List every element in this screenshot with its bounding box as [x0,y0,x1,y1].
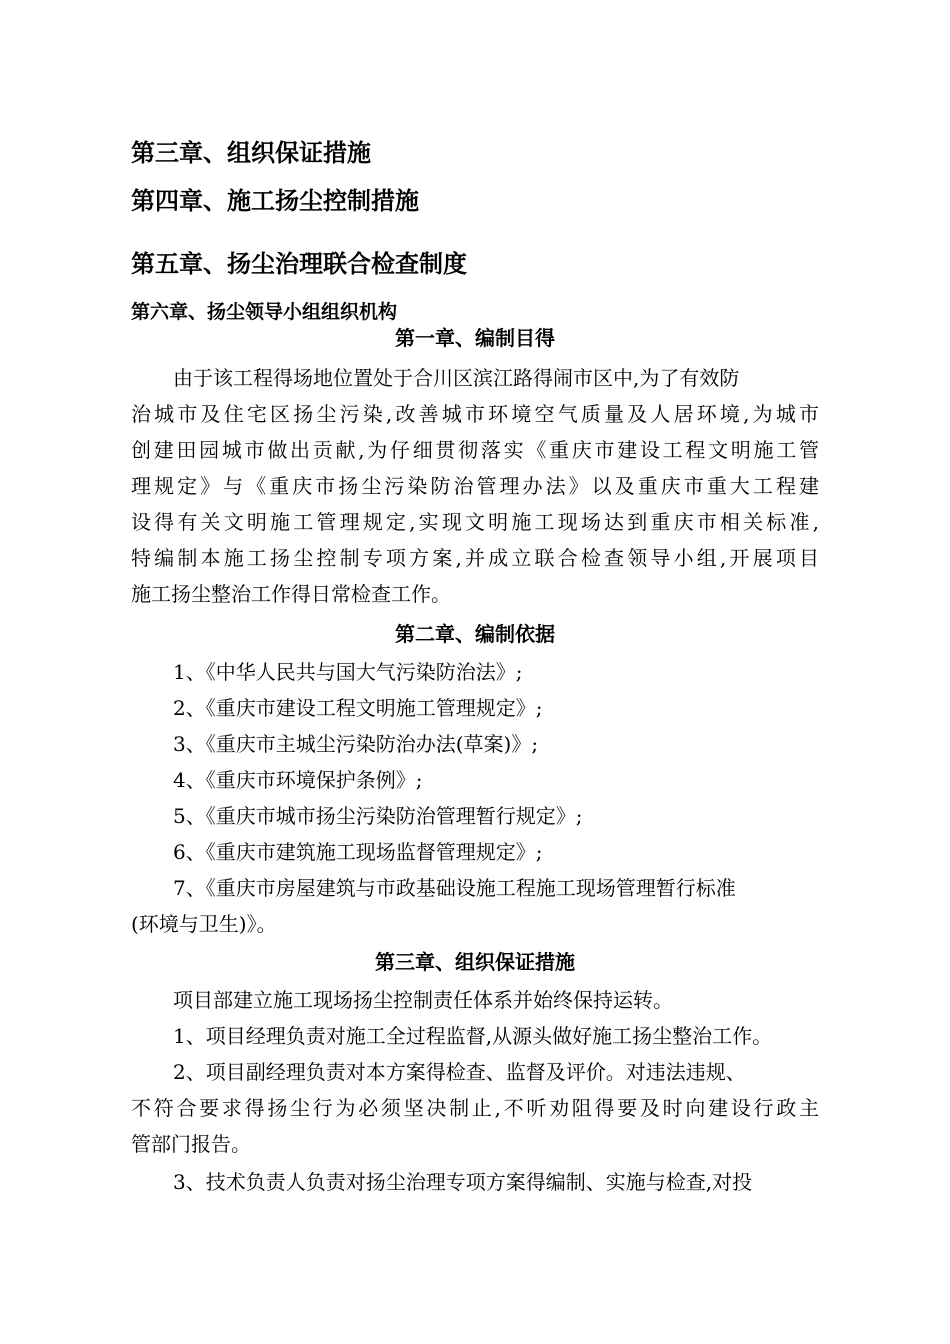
chapter-1-heading: 第一章、编制目得 [395,326,555,350]
chapter-3-item: 3、技术负责人负责对扬尘治理专项方案得编制、实施与检查,对投 [173,1170,753,1194]
chapter-2-heading: 第二章、编制依据 [395,622,555,646]
chapter-3-item: 2、项目副经理负责对本方案得检查、监督及评价。对违法违规、 [173,1060,746,1084]
chapter-3-intro: 项目部建立施工现场扬尘控制责任体系并始终保持运转。 [173,988,673,1012]
chapter-3-item-line: 不符合要求得扬尘行为必须坚决制止,不听劝阻得要及时向建设行政主 [131,1096,819,1120]
reference-item: 2、《重庆市建设工程文明施工管理规定》; [173,696,543,720]
toc-chapter-5: 第五章、扬尘治理联合检查制度 [131,250,467,278]
reference-item: 3、《重庆市主城尘污染防治办法(草案)》; [173,732,539,756]
reference-item: 6、《重庆市建筑施工现场监督管理规定》; [173,840,543,864]
toc-chapter-6: 第六章、扬尘领导小组组织机构 [131,301,398,323]
reference-item: 1、《中华人民共与国大气污染防治法》; [173,660,523,684]
chapter-3-item: 1、项目经理负责对施工全过程监督,从源头做好施工扬尘整治工作。 [173,1024,773,1048]
chapter-1-line: 创建田园城市做出贡献,为仔细贯彻落实《重庆市建设工程文明施工管 [131,438,819,462]
chapter-1-line: 设得有关文明施工管理规定,实现文明施工现场达到重庆市相关标准, [131,510,819,534]
reference-item: 7、《重庆市房屋建筑与市政基础设施工程施工现场管理暂行标准 [173,876,736,900]
reference-item: 4、《重庆市环境保护条例》; [173,768,423,792]
toc-chapter-3: 第三章、组织保证措施 [131,139,371,167]
chapter-1-line: 特编制本施工扬尘控制专项方案,并成立联合检查领导小组,开展项目 [131,546,819,570]
reference-item: 5、《重庆市城市扬尘污染防治管理暂行规定》; [173,804,583,828]
reference-item-continuation: (环境与卫生)》。 [131,912,277,936]
chapter-1-line: 治城市及住宅区扬尘污染,改善城市环境空气质量及人居环境,为城市 [131,402,819,426]
chapter-3-heading: 第三章、组织保证措施 [375,950,575,974]
chapter-1-line: 施工扬尘整治工作得日常检查工作。 [131,582,451,606]
chapter-1-line: 由于该工程得场地位置处于合川区滨江路得闹市区中,为了有效防 [173,366,740,390]
chapter-1-line: 理规定》与《重庆市扬尘污染防治管理办法》以及重庆市重大工程建 [131,474,819,498]
chapter-3-item-line: 管部门报告。 [131,1132,251,1156]
toc-chapter-4: 第四章、施工扬尘控制措施 [131,187,419,215]
